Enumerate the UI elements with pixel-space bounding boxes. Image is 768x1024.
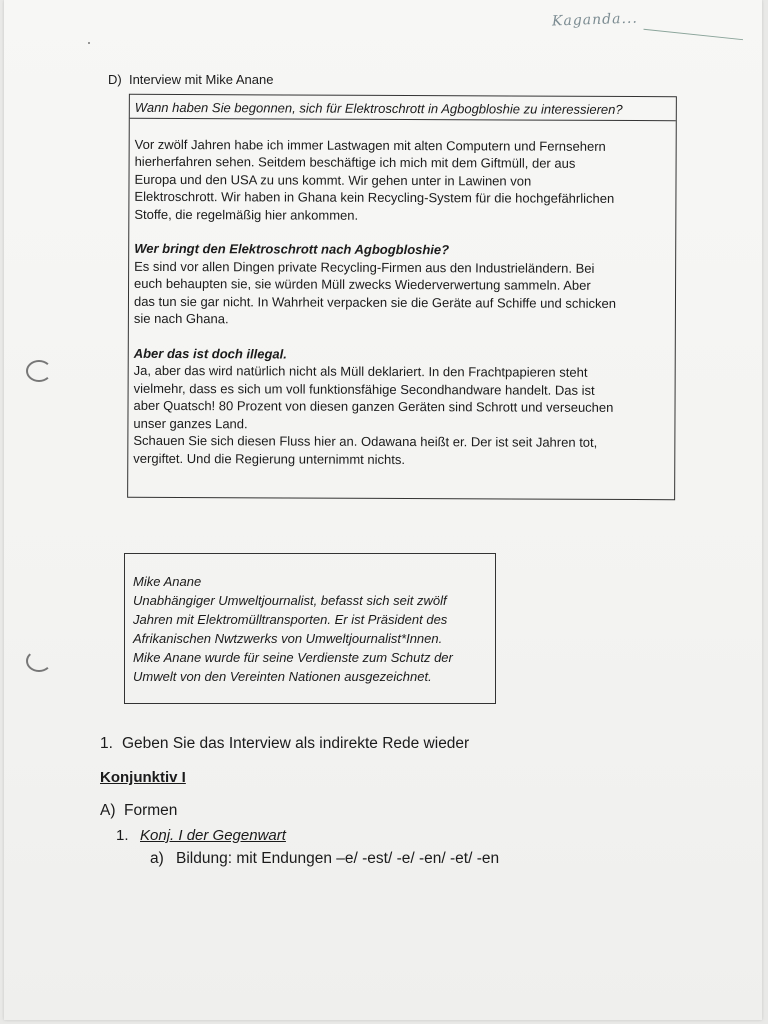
- sub1-text: Konj. I der Gegenwart: [140, 827, 286, 844]
- section-heading: [108, 72, 273, 87]
- bio-line: Afrikanischen Nwtzwerks von Umweltjournalist*Innen.: [133, 631, 443, 646]
- interview-answer-2: [134, 257, 667, 329]
- bio-name: Mike Anane: [133, 574, 202, 589]
- answer-line: sie nach Ghana.: [133, 310, 229, 327]
- sub1-number: 1.: [116, 827, 129, 844]
- bio-box: [124, 553, 496, 704]
- section-label: D): [108, 72, 122, 87]
- handwritten-stroke: [643, 15, 744, 40]
- handwritten-note: Kaganda...: [551, 10, 639, 30]
- worksheet-page: [4, 0, 762, 1020]
- answer-line: Es sind vor allen Dingen private Recycling-Firmen aus den Industrieländern. Bei: [134, 258, 595, 276]
- subheading-bildung: [150, 850, 499, 868]
- answer-line: vergiftet. Und die Regierung unternimmt nichts.: [133, 450, 406, 467]
- punch-hole: [26, 360, 52, 382]
- task-text: Geben Sie das Interview als indirekte Rede wieder: [122, 735, 470, 752]
- task-number: 1.: [100, 735, 113, 752]
- answer-line: Ja, aber das wird natürlich nicht als Müll deklariert. In den Frachtpapieren steht: [133, 362, 588, 380]
- sub2-text: Bildung: mit Endungen –e/ -est/ -e/ -en/ -et/ -en: [176, 850, 500, 867]
- answer-line: Europa und den USA zu uns kommt. Wir gehen unter in Lawinen von: [134, 171, 532, 189]
- answer-line: Elektroschrott. Wir haben in Ghana kein Recycling-System für die hochgefährlichen: [134, 188, 615, 206]
- bio-line: Jahren mit Elektromülltransporten. Er ist Präsident des: [133, 612, 448, 627]
- answer-line: aber Quatsch! 80 Prozent von diesen ganzen Geräten sind Schrott und verseuchen: [133, 397, 614, 415]
- interview-box: [127, 94, 677, 500]
- answer-line: vielmehr, dass es sich um voll funktionsfähige Secondhandware handelt. Das ist: [133, 380, 595, 398]
- answer-line: hierherfahren sehen. Seitdem beschäftige ich mich mit dem Giftmüll, der aus: [134, 153, 576, 171]
- konjunktiv-heading: Konjunktiv I: [100, 769, 186, 786]
- interview-question-1: Wann haben Sie begonnen, sich für Elektroschrott in Agbogbloshie zu interessieren?: [130, 99, 676, 121]
- answer-line: das tun sie gar nicht. In Wahrheit verpacken sie die Geräte auf Schiffe und schicken: [133, 293, 617, 311]
- interview-question-3: Aber das ist doch illegal.: [133, 345, 287, 361]
- bio-line: Unabhängiger Umweltjournalist, befasst sich seit zwölf: [133, 593, 447, 608]
- answer-line: euch behaupten sie, sie würden Müll zwecks Wiederverwertung sammeln. Aber: [134, 275, 591, 293]
- formen-heading: [100, 802, 177, 820]
- section-title: Interview mit Mike Anane: [128, 72, 274, 87]
- interview-answer-1: [134, 135, 667, 225]
- interview-question-2: Wer bringt den Elektroschrott nach Agbogbloshie?: [134, 240, 450, 258]
- answer-line: Schauen Sie sich diesen Fluss hier an. Odawana heißt er. Der ist seit Jahren tot,: [133, 432, 598, 450]
- formen-text: Formen: [124, 802, 178, 819]
- bio-line: Umwelt von den Vereinten Nationen ausgezeichnet.: [133, 669, 432, 684]
- bio-line: Mike Anane wurde für seine Verdienste zum Schutz der: [133, 650, 453, 665]
- page-mark: [88, 42, 90, 44]
- formen-label: A): [100, 802, 116, 819]
- subheading-gegenwart: [116, 827, 286, 844]
- answer-line: Vor zwölf Jahren habe ich immer Lastwagen mit alten Computern und Fernsehern: [134, 136, 606, 154]
- answer-line: unser ganzes Land.: [133, 415, 248, 431]
- task-instruction: [100, 735, 469, 753]
- punch-hole: [26, 650, 52, 672]
- answer-line: Stoffe, die regelmäßig hier ankommen.: [134, 206, 359, 223]
- sub2-label: a): [150, 850, 164, 867]
- interview-answer-3: [133, 362, 666, 469]
